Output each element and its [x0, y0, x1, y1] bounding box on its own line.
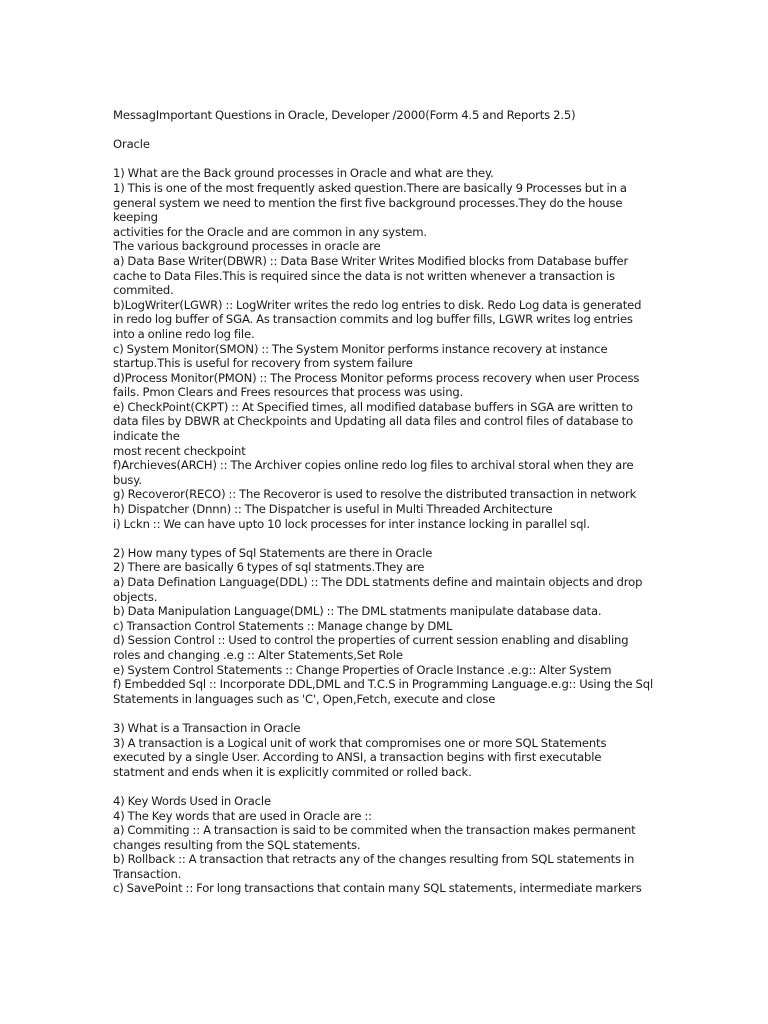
text-line: i) Lckn :: We can have upto 10 lock processes for inter instance locking in parallel sql.	[113, 516, 590, 531]
text-line: 2) There are basically 6 types of sql statments.They are	[113, 560, 425, 575]
text-line: d)Process Monitor(PMON) :: The Process Monitor peforms process recovery when user Process	[113, 370, 640, 385]
text-line: 3) What is a Transaction in Oracle	[113, 720, 301, 735]
text-line: data files by DBWR at Checkpoints and Updating all data files and control files of database to	[113, 414, 634, 429]
text-line: b)LogWriter(LGWR) :: LogWriter writes the redo log entries to disk. Redo Log data is generated	[113, 297, 642, 312]
text-line: h) Dispatcher (Dnnn) :: The Dispatcher is useful in Multi Threaded Architecture	[113, 502, 553, 517]
text-line: Transaction.	[113, 866, 182, 881]
text-line: objects.	[113, 589, 158, 604]
text-line: indicate the	[113, 429, 180, 444]
text-line: 2) How many types of Sql Statements are there in Oracle	[113, 545, 433, 560]
text-line: e) CheckPoint(CKPT) :: At Specified times, all modified database buffers in SGA are written to	[113, 399, 633, 414]
document-body	[113, 108, 653, 896]
text-line: keeping	[113, 210, 158, 225]
text-line: Oracle	[113, 137, 150, 152]
text-line: 4) Key Words Used in Oracle	[113, 793, 271, 808]
text-line: fails. Pmon Clears and Frees resources that process was using.	[113, 385, 464, 400]
text-line: into a online redo log file.	[113, 326, 255, 341]
text-line: executed by a single User. According to ANSI, a transaction begins with first executable	[113, 750, 602, 765]
text-line: f) Embedded Sql :: Incorporate DDL,DML and T.C.S in Programming Language.e.g:: Using the Sql	[113, 677, 654, 692]
text-line: roles and changing .e.g :: Alter Statements,Set Role	[113, 647, 403, 662]
text-line: g) Recoveror(RECO) :: The Recoveror is used to resolve the distributed transaction in network	[113, 487, 637, 502]
document-title	[113, 108, 653, 123]
text-line: 1) What are the Back ground processes in Oracle and what are they.	[113, 166, 494, 181]
text-line: 1) This is one of the most frequently asked question.There are basically 9 Processes but in a	[113, 180, 627, 195]
text-line: e) System Control Statements :: Change Properties of Oracle Instance .e.g:: Alter System	[113, 662, 612, 677]
qa-block	[113, 794, 653, 896]
text-line: busy.	[113, 472, 142, 487]
text-line: c) SavePoint :: For long transactions that contain many SQL statements, intermediate markers	[113, 881, 642, 896]
text-line: MessagImportant Questions in Oracle, Developer /2000(Form 4.5 and Reports 2.5)	[113, 108, 576, 122]
text-line: a) Commiting :: A transaction is said to be commited when the transaction makes permanent	[113, 823, 636, 838]
text-line: changes resulting from the SQL statements.	[113, 837, 361, 852]
qa-block	[113, 166, 653, 531]
text-line: b) Rollback :: A transaction that retracts any of the changes resulting from SQL statements in	[113, 852, 635, 867]
paragraph-gap	[113, 531, 653, 546]
paragraph-gap	[113, 706, 653, 721]
text-line: 3) A transaction is a Logical unit of work that compromises one or more SQL Statements	[113, 735, 607, 750]
text-line: cache to Data Files.This is required since the data is not written whenever a transaction is	[113, 268, 615, 283]
paragraph-gap	[113, 123, 653, 138]
text-line: in redo log buffer of SGA. As transaction commits and log buffer fills, LGWR writes log entries	[113, 312, 633, 327]
text-line: activities for the Oracle and are common in any system.	[113, 224, 427, 239]
text-line: c) System Monitor(SMON) :: The System Monitor performs instance recovery at instance	[113, 341, 608, 356]
text-line: general system we need to mention the first five background processes.They do the house	[113, 195, 623, 210]
section-heading	[113, 137, 653, 152]
text-line: Statements in languages such as 'C', Open,Fetch, execute and close	[113, 691, 496, 706]
text-line: 4) The Key words that are used in Oracle are ::	[113, 808, 372, 823]
text-line: a) Data Base Writer(DBWR) :: Data Base Writer Writes Modified blocks from Database buffer	[113, 253, 629, 268]
text-line: a) Data Defination Language(DDL) :: The DDL statments define and maintain objects and drop	[113, 575, 643, 589]
paragraph-gap	[113, 779, 653, 794]
text-line: most recent checkpoint	[113, 443, 246, 458]
qa-block	[113, 546, 653, 707]
text-line: d) Session Control :: Used to control the properties of current session enabling and disabling	[113, 633, 629, 648]
paragraph-gap	[113, 152, 653, 167]
text-line: c) Transaction Control Statements :: Manage change by DML	[113, 618, 453, 633]
text-line: commited.	[113, 283, 174, 298]
text-line: startup.This is useful for recovery from system failure	[113, 356, 413, 371]
qa-block	[113, 721, 653, 779]
text-line: The various background processes in oracle are	[113, 239, 381, 254]
text-line: b) Data Manipulation Language(DML) :: The DML statments manipulate database data.	[113, 604, 602, 619]
text-line: statment and ends when it is explicitly commited or rolled back.	[113, 764, 472, 779]
text-line: f)Archieves(ARCH) :: The Archiver copies online redo log files to archival storal when they are	[113, 458, 634, 473]
